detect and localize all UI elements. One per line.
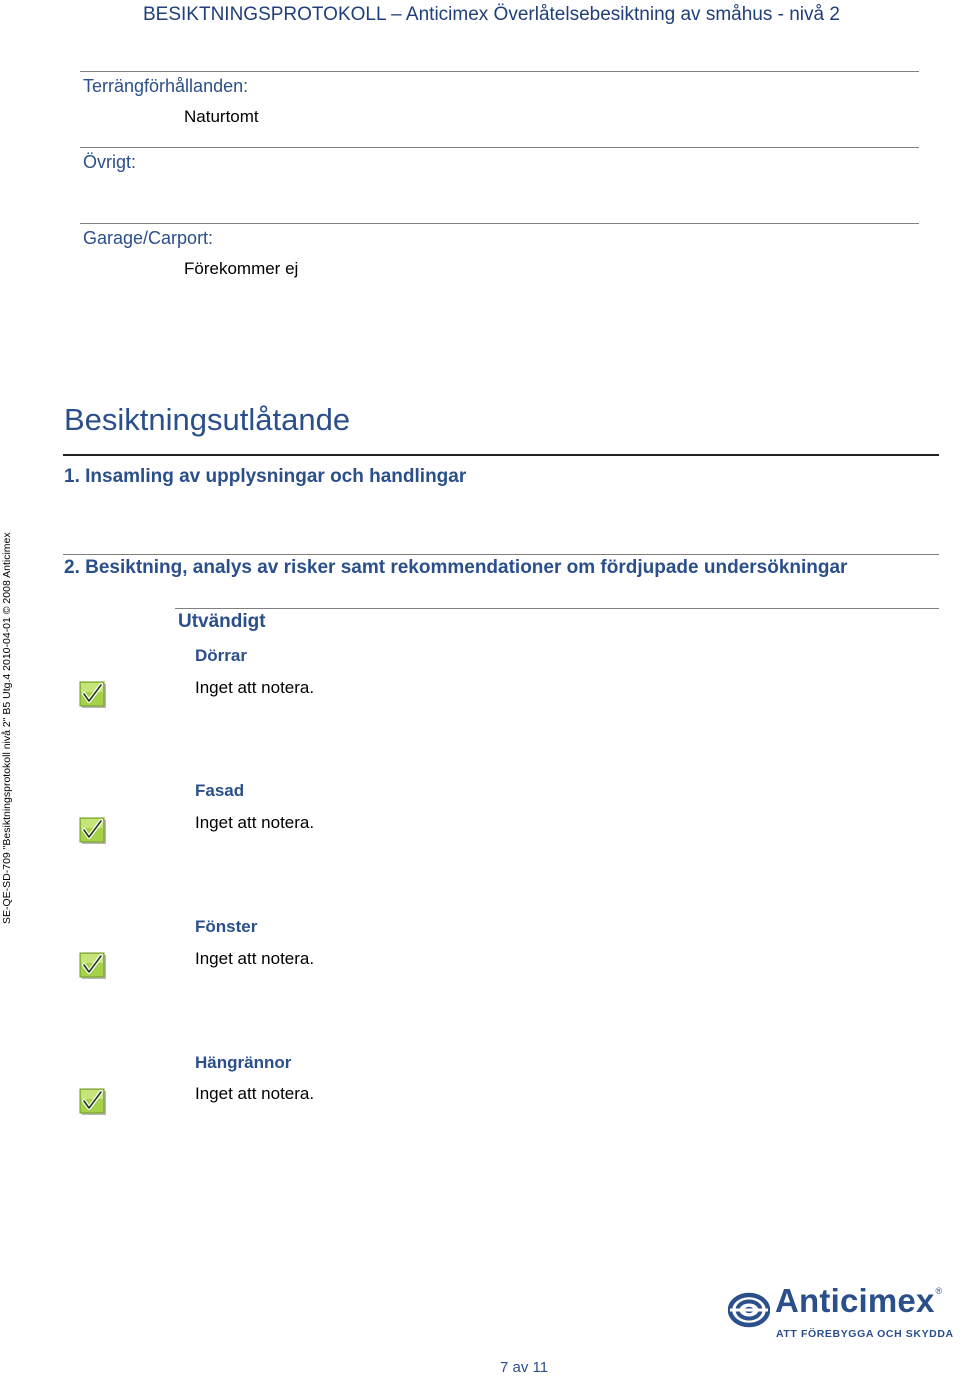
page-number: 7 av 11 xyxy=(500,1359,549,1376)
item-text-doors: Inget att notera. xyxy=(195,678,315,697)
section-heading-1: 1. Insamling av upplysningar och handlingar xyxy=(64,466,467,487)
divider xyxy=(63,554,939,555)
field-value-terrain: Naturtomt xyxy=(184,107,259,126)
green-checkmark-icon xyxy=(79,1088,107,1116)
field-label-terrain: Terrängförhållanden: xyxy=(83,76,249,96)
item-text-facade: Inget att notera. xyxy=(195,813,315,832)
document-reference-note: SE-QE-SD-709 "Besiktningsprotokoll nivå 2" B5 Utg.4 2010-04-01 © 2008 Anticimex xyxy=(1,532,13,924)
section-heading-2: 2. Besiktning, analys av risker samt rekommendationer om fördjupade undersökningar xyxy=(64,557,848,578)
report-heading: Besiktningsutlåtande xyxy=(64,402,351,437)
logo-wordmark: Anticimex® xyxy=(775,1282,943,1319)
green-checkmark-icon xyxy=(79,817,107,845)
field-label-other: Övrigt: xyxy=(83,152,137,172)
group-heading-exterior: Utvändigt xyxy=(178,611,266,632)
field-value-garage: Förekommer ej xyxy=(184,259,299,278)
item-title-gutters: Hängrännor xyxy=(195,1053,292,1072)
divider xyxy=(80,71,919,72)
divider xyxy=(175,608,939,609)
field-label-garage: Garage/Carport: xyxy=(83,228,214,248)
anticimex-logo xyxy=(728,1282,954,1346)
green-checkmark-icon xyxy=(79,952,107,980)
document-header-title: BESIKTNINGSPROTOKOLL – Anticimex Överlåtelsebesiktning av småhus - nivå 2 xyxy=(143,4,840,25)
anticimex-swirl-icon xyxy=(728,1292,770,1328)
heading-divider xyxy=(63,454,939,456)
logo-tagline: ATT FÖREBYGGA OCH SKYDDA xyxy=(776,1328,954,1340)
item-title-windows: Fönster xyxy=(195,917,258,936)
green-checkmark-icon xyxy=(79,681,107,709)
item-title-doors: Dörrar xyxy=(195,646,247,665)
item-title-facade: Fasad xyxy=(195,781,245,800)
item-text-gutters: Inget att notera. xyxy=(195,1084,315,1103)
divider xyxy=(80,223,919,224)
item-text-windows: Inget att notera. xyxy=(195,949,315,968)
divider xyxy=(80,147,919,148)
